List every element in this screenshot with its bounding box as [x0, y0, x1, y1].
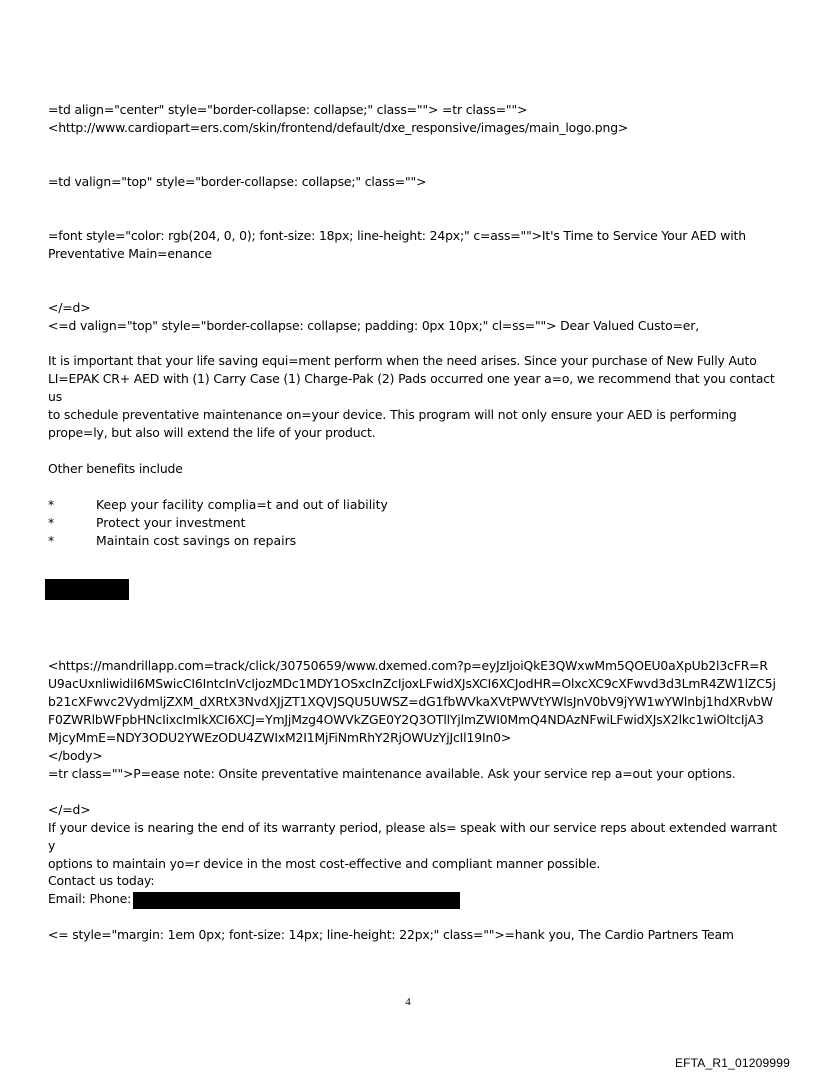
text-line: It is important that your life saving equi=ment perform when the need arises. Since your purchase of New Fully Auto — [48, 353, 757, 368]
bullet-text: Protect your investment — [96, 515, 246, 530]
text-line: U9acUxnliwidiI6MSwicCI6IntcInVcIjozMDc1MDY1OSxcInZcIjoxLFwidXJsXCI6XCJodHR=OlxcXC9cXFwvd3d3LmR4ZW1lZC5j — [48, 676, 776, 691]
bullet-marker: * — [48, 497, 55, 512]
text-line: </=d> — [48, 300, 91, 315]
bullet-text: Keep your facility complia=t and out of liability — [96, 497, 388, 512]
text-line: =td align="center" style="border-collapse: collapse;" class=""> =tr class=""> — [48, 102, 528, 117]
heading-fragment — [48, 227, 778, 263]
text-line: =font style="color: rgb(204, 0, 0); font-size: 18px; line-height: 24px;" c=ass="">It's Time to Service Your AED with — [48, 228, 746, 243]
text-line: </=d> — [48, 802, 91, 817]
text-line: <https://mandrillapp.com=track/click/30750659/www.dxemed.com?p=eyJzIjoiQkE3QWxwMm5QOEU0aXpUb2l3cFR=R — [48, 658, 768, 673]
text-line: <http://www.cardiopart=ers.com/skin/frontend/default/dxe_responsive/images/main_logo.png> — [48, 120, 629, 135]
signoff-line: <= style="margin: 1em 0px; font-size: 14px; line-height: 22px;" class="">=hank you, The Cardio Partners Team — [48, 927, 734, 942]
text-line: =td valign="top" style="border-collapse: collapse;" class=""> — [48, 174, 427, 189]
text-line: Contact us today: — [48, 873, 155, 888]
html-fragment-block — [48, 101, 778, 137]
text-line: =tr class="">P=ease note: Onsite preventative maintenance available. Ask your service rep a=out your options. — [48, 766, 736, 781]
warranty-block — [48, 801, 778, 873]
text-line: Email: Phone: — [48, 891, 132, 906]
text-line: If your device is nearing the end of its warranty period, please als= speak with our service reps about extended warranty — [48, 820, 778, 853]
text-line: to schedule preventative maintenance on=your device. This program will not only ensure your AED is performing — [48, 407, 737, 422]
bullet-marker: * — [48, 533, 55, 548]
text-line: Preventative Main=enance — [48, 246, 212, 261]
text-line: prope=ly, but also will extend the life of your product. — [48, 425, 376, 440]
bullet-marker: * — [48, 515, 55, 530]
text-line: MjcyMmE=NDY3ODU2YWEzODU4ZWIxM2I1MjFiNmRhY2RjOWUzYjJcIl19In0> — [48, 730, 512, 745]
page-number: 4 — [405, 996, 411, 1008]
tracking-url-block — [48, 657, 778, 783]
text-line: b21cXFwvc2VydmljZXM_dXRtX3NvdXJjZT1XQVJSQU5UWSZ=dG1fbWVkaXVtPWVtYWlsJnV0bV9jYW1wYWlnbj1hdXRvbW — [48, 694, 773, 709]
text-line: options to maintain yo=r device in the most cost-effective and compliant manner possible. — [48, 856, 601, 871]
document-id: EFTA_R1_01209999 — [674, 1056, 790, 1070]
bullet-text: Maintain cost savings on repairs — [96, 533, 297, 548]
body-paragraph — [48, 352, 778, 442]
text-line: </body> — [48, 748, 103, 763]
benefits-intro: Other benefits include — [48, 461, 183, 476]
redaction-box — [45, 579, 129, 600]
greeting-block — [48, 299, 778, 335]
text-line: <=d valign="top" style="border-collapse: collapse; padding: 0px 10px;" cl=ss=""> Dear Valued Custo=er, — [48, 318, 700, 333]
text-line: LI=EPAK CR+ AED with (1) Carry Case (1) Charge-Pak (2) Pads occurred one year a=o, we recommend that you contact us — [48, 371, 775, 404]
text-line: F0ZWRlbWFpbHNcIixcImlkXCI6XCJ=YmJjMzg4OWVkZGE0Y2Q3OTllYjlmZWI0MmQ4NDAzNFwiLFwidXJsX2lkc1wiOltcIjA3 — [48, 712, 764, 727]
redaction-box — [133, 892, 460, 909]
